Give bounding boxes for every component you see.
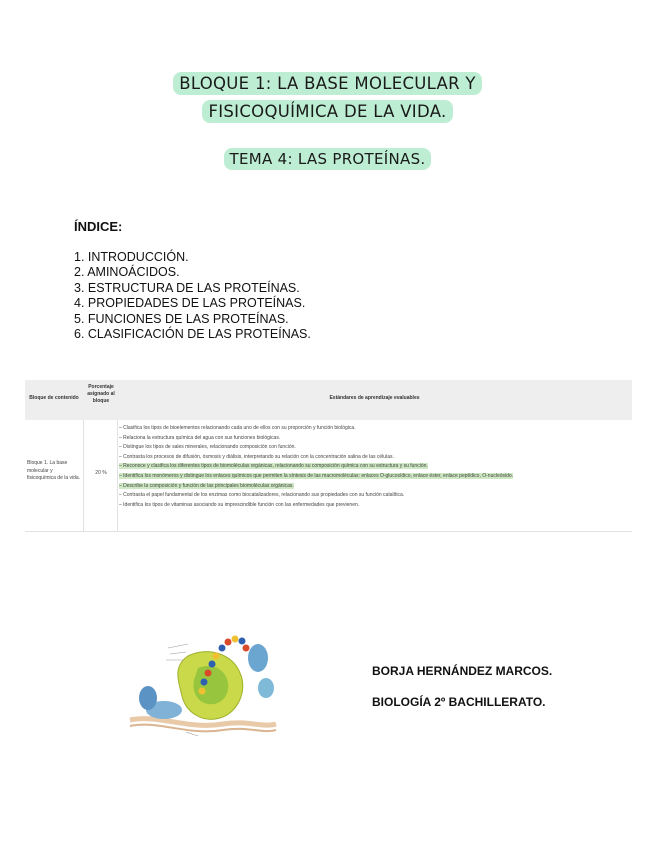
standard-item: – Contrasta el papel fundamental de los enzimas como biocatalizadores, relacionando sus propiedades con su función catalítica. [119,492,405,499]
standard-item: – Identifica los tipos de vitaminas asociando su imprescindible función con las enfermedades que previenen. [119,501,360,508]
protein-synthesis-illustration [128,628,278,743]
header-block: Bloque de contenido [29,395,79,401]
column-divider [117,420,118,532]
standard-item-highlighted: – Identifica los monómeros y distingue los enlaces químicos que permiten la síntesis de las macromoléculas: enlaces O-glucosídico, enlace éster, enlace peptídico, O-nucleósido. [119,472,514,479]
index-item: 2. AMINOÁCIDOS. [74,265,180,280]
percentage-cell: 20 % [95,470,107,476]
standard-item-highlighted: – Reconoce y clasifica los diferentes tipos de biomoléculas orgánicas, relacionando su composición química con su estructura y su función. [119,463,428,470]
table-header [25,380,632,420]
standards-table [25,380,632,532]
standard-item: – Contrasta los procesos de difusión, ósmosis y diálisis, interpretando su relación con la concentración salina de las células. [119,453,394,460]
index-item: 6. CLASIFICACIÓN DE LAS PROTEÍNAS. [74,327,311,342]
topic-title: TEMA 4: LAS PROTEÍNAS. [0,150,655,168]
column-divider [83,420,84,532]
index-item: 4. PROPIEDADES DE LAS PROTEÍNAS. [74,296,306,311]
table-bottom-border [25,531,632,532]
index-list [74,250,311,342]
block-cell: Bloque 1. La base molecular y fisicoquímica de la vida. [27,460,81,481]
standard-item: – Distingue los tipos de sales minerales, relacionando composición con función. [119,444,296,451]
header-percentage: Porcentaje asignado al bloque [87,384,115,404]
header-standards: Estándares de aprendizaje evaluables [329,395,420,401]
standard-item-highlighted: – Describe la composición y función de las principales biomoléculas orgánicas. [119,482,294,489]
index-item: 3. ESTRUCTURA DE LAS PROTEÍNAS. [74,280,300,295]
course-name: BIOLOGÍA 2º BACHILLERATO. [372,695,546,709]
title-line-2: FISICOQUÍMICA DE LA VIDA. [0,102,655,121]
index-heading: ÍNDICE: [74,219,123,234]
index-item: 5. FUNCIONES DE LAS PROTEÍNAS. [74,311,289,326]
standard-item: – Clasifica los tipos de bioelementos relacionando cada uno de ellos con su proporción y función biológica. [119,425,356,431]
title-line-1: BLOQUE 1: LA BASE MOLECULAR Y [0,74,655,93]
standards-list [119,424,513,510]
standard-item: – Relaciona la estructura química del agua con sus funciones biológicas. [119,434,281,441]
author-name: BORJA HERNÁNDEZ MARCOS. [372,664,553,678]
index-item: 1. INTRODUCCIÓN. [74,250,189,264]
